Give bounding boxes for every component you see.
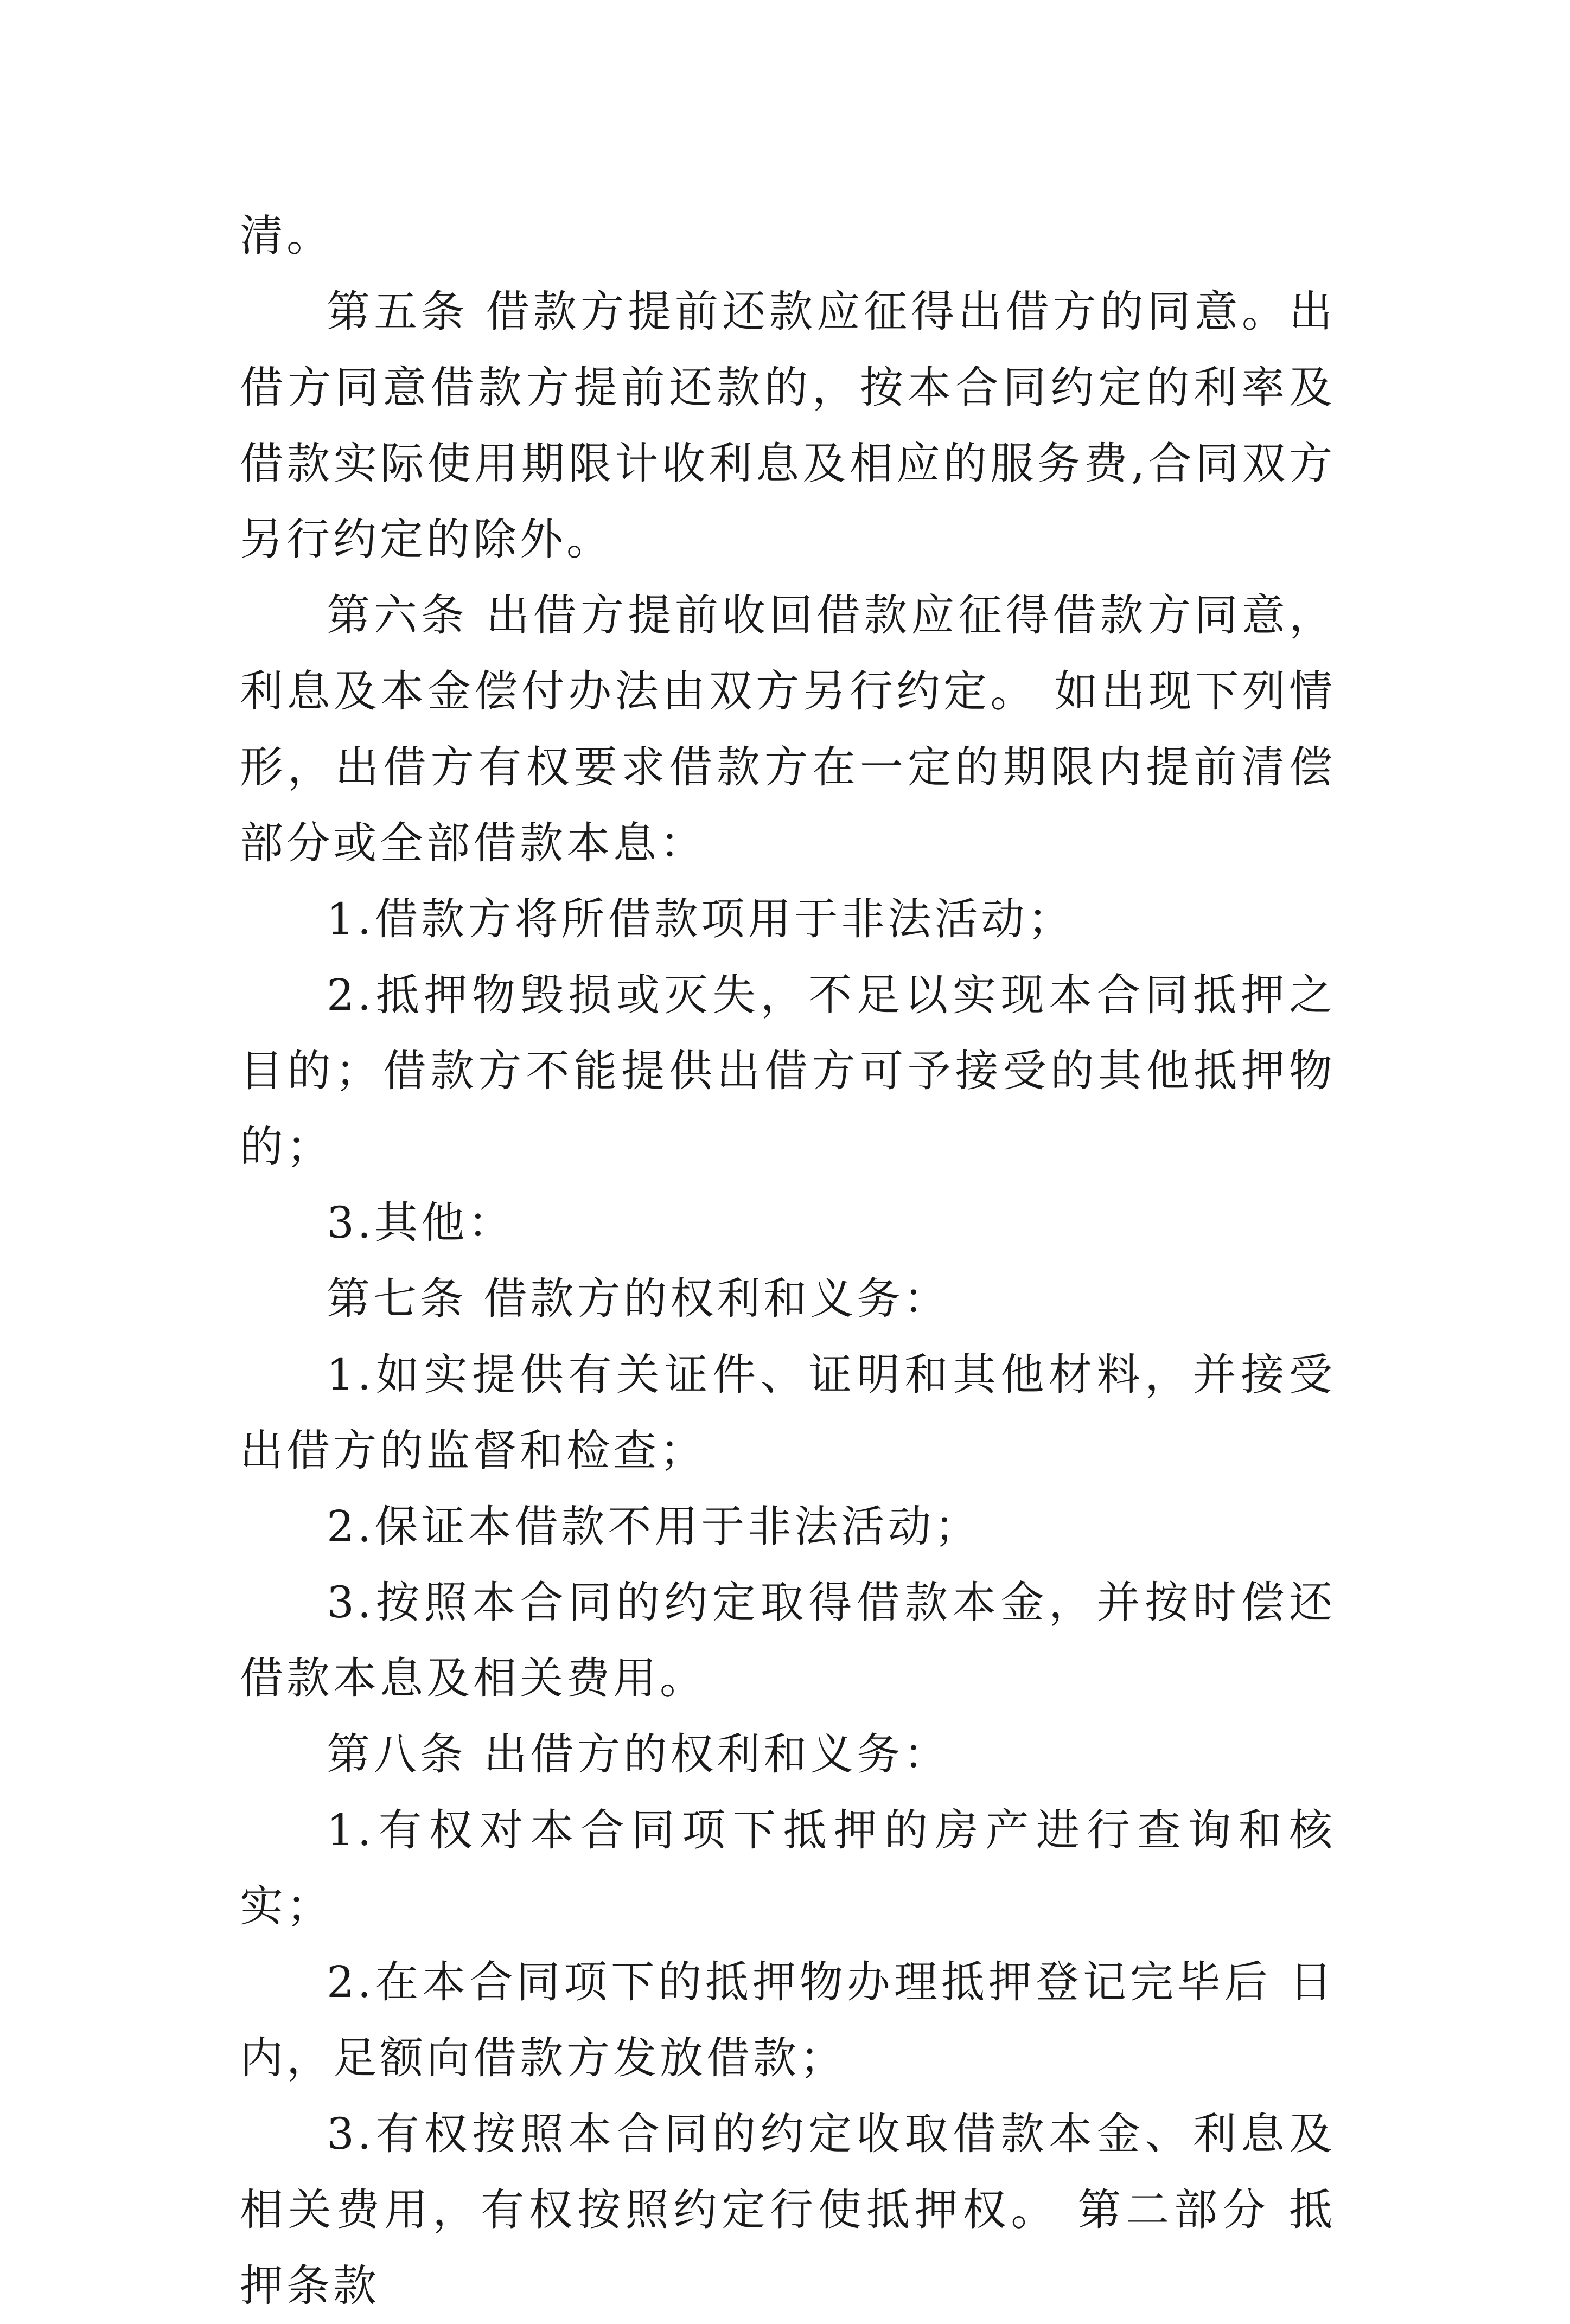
article-8-item-2: 2.在本合同项下的抵押物办理抵押登记完毕后 日内，足额向借款方发放借款； bbox=[240, 1957, 1336, 2083]
article-6-item-3: 3.其他： bbox=[327, 1198, 515, 1248]
article-8-item-1: 1.有权对本合同项下抵押的房产进行查询和核实； bbox=[240, 1805, 1336, 1931]
article-7-item-2: 2.保证本借款不用于非法活动； bbox=[327, 1501, 981, 1552]
article-7-heading: 第七条 借款方的权利和义务： bbox=[327, 1273, 950, 1324]
document-body bbox=[240, 198, 1336, 2324]
article-6-item-2: 2.抵押物毁损或灭失，不足以实现本合同抵押之目的；借款方不能提供出借方可予接受的其他抵押物的； bbox=[240, 970, 1336, 1172]
article-8-heading: 第八条 出借方的权利和义务： bbox=[327, 1729, 950, 1779]
article-7-item-3: 3.按照本合同的约定取得借款本金，并按时偿还借款本息及相关费用。 bbox=[240, 1577, 1336, 1704]
article-6-item-1: 1.借款方将所借款项用于非法活动； bbox=[327, 894, 1075, 944]
article-7-item-1: 1.如实提供有关证件、证明和其他材料，并接受出借方的监督和检查； bbox=[240, 1349, 1336, 1476]
article-6: 第六条 出借方提前收回借款应征得借款方同意，利息及本金偿付办法由双方另行约定。 如出现下列情形，出借方有权要求借款方在一定的期限内提前清偿部分或全部借款本息： bbox=[240, 590, 1336, 868]
article-5: 第五条 借款方提前还款应征得出借方的同意。出借方同意借款方提前还款的，按本合同约定的利率及借款实际使用期限计收利息及相应的服务费,合同双方另行约定的除外。 bbox=[240, 286, 1336, 565]
paragraph-continuation: 清。 bbox=[240, 210, 333, 261]
article-8-item-3: 3.有权按照本合同的约定收取借款本金、利息及相关费用，有权按照约定行使抵押权。 第二部分 抵押条款 bbox=[240, 2109, 1336, 2311]
